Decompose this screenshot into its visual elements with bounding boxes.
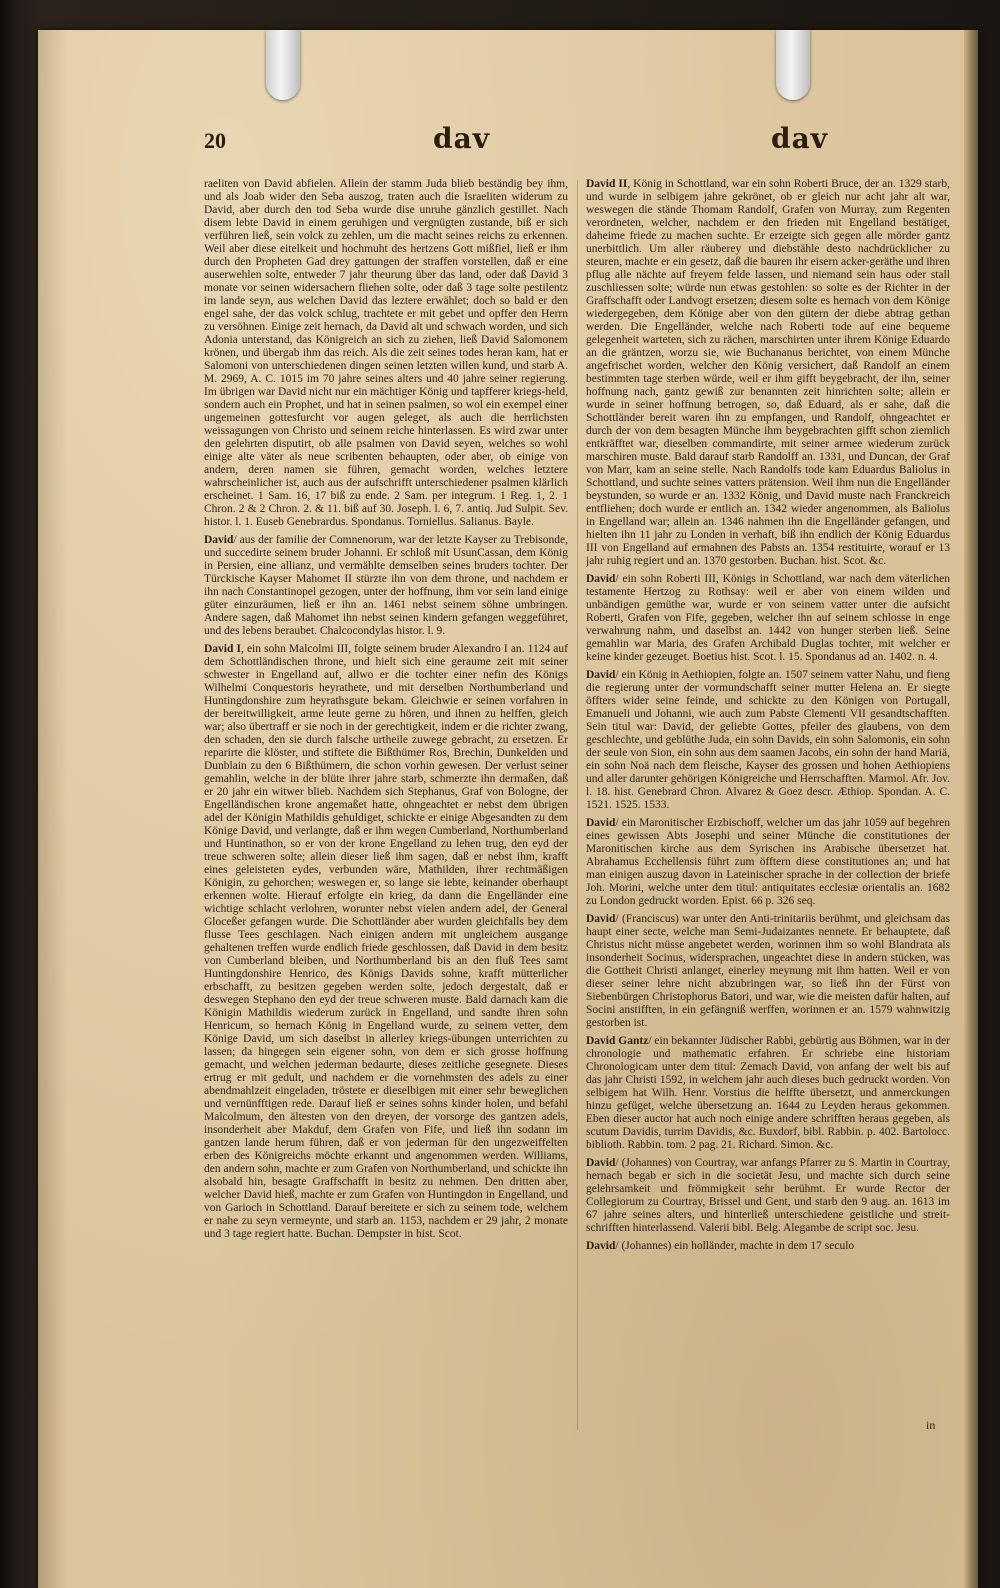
dictionary-entry (586, 1035, 950, 1152)
entry-text: / aus der familie der Comnenorum, war der letzte Kayser zu Trebisonde, und succedirte seinem bruder Johanni. Er schloß mit UsunCassan, dem König in Persien, eine allianz, und vermählte demselben seines bruders tochter. Der Türckische Kayser Mahomet II stürzte ihn von dem throne, und nachdem er ihn nach Constantinopel gezogen, unter der hoffnung, ihm vor sein land einige güter einzuräumen, ließ er ihn an. 1461 nebst seinem söhne umbringen. Andere sagen, daß Mahomet ihn nebst seinen kindern gefangen weggeführet, und des lebens beraubet. Chalcocondylas histor. l. 9. (204, 534, 568, 637)
dictionary-entry (586, 1240, 950, 1253)
entry-lemma: David (204, 534, 234, 546)
dictionary-entry (586, 178, 950, 568)
entry-lemma: David Gantz (586, 1035, 649, 1047)
entry-lemma: David II (586, 178, 628, 190)
entry-text: / ein König in Aethiopien, folgte an. 1507 seinem vatter Nahu, und fieng die regierung unter der vormundschafft seiner mutter Helena an. Er siegte öffters wider seine feinde, und schickte zu den Königen von Portugall, Emanueli und Johanni, wie auch zum Pabste Clementi VII gesandtschafften. Sein titul war: David, der geliebte Gottes, pfeiler des glaubens, von dem geschlechte, und geblüthe Juda, ein sohn Davids, ein sohn Salomonis, ein sohn der seule von Sion, ein sohn aus dem saamen Jacobs, ein sohn der hand Mariä, ein sohn Noä nach dem fleische, Kayser des grossen und hohen Aethiopiens und aller darunter gehörigen Königreiche und Herrschafften. Marmol. Afr. Jov. l. 18. hist. Genebrard Chron. Alvarez & Goez descr. Æthiop. Spondan. A. C. 1521. 1525. 1533. (586, 669, 950, 811)
left-column (204, 178, 568, 1578)
entry-lemma: David (586, 1240, 616, 1252)
dictionary-entry (586, 913, 950, 1030)
entry-lemma: David (586, 817, 616, 829)
dictionary-entry (586, 669, 950, 812)
running-head-right: dav (771, 122, 828, 155)
entry-lemma: David I (204, 643, 241, 655)
entry-text: / ein bekannter Jüdischer Rabbi, gebürtig aus Böhmen, war in der chronologie und mathematic erfahren. Er schriebe eine historiam Chronologicam unter dem titul: Zemach David, von anfang der welt bis auf das jahr Christi 1592, in welchem jahr auch dieses buch gedruckt worden. Von selbigem hat Wilh. Henr. Vorstius die helffte übersetzt, und anmerckungen hinzu gefüget, welche übersetzung an. 1644 zu Leyden heraus gekommen. Eben dieser auctor hat auch noch einige andere schrifften heraus gegeben, als scutum Davidis, turrim Davidis, &c. Buxdorf, bibl. Rabbin. p. 402. Bartolocc. biblioth. Rabbin. tom. 2 pag. 21. Richard. Simon. &c. (586, 1035, 950, 1151)
entry-lemma: David (586, 669, 616, 681)
running-head-left: dav (433, 122, 490, 155)
right-column (586, 178, 950, 1578)
catchword: in (926, 1418, 936, 1432)
entry-text: raeliten von David abfielen. Allein der stamm Juda blieb beständig bey ihm, und als Joab wider den Seba auszog, traten auch die Israeliten widerum zu David, aber durch den tod Seba wurde dise unruhe gänzlich gestillet. Nach disem lebte David in einem geruhigen und vergnügten zustande, biß er sich verführen ließ, sein volck zu zehlen, um die macht seines reichs zu erkennen. Weil aber diese eitelkeit und hochmuht des hertzens Gott mißfiel, ließ er ihm durch den Propheten Gad drey gattungen der straffen vorstellen, daß er eine auserwehlen solte, entweder 7 jahr theurung über das land, oder daß David 3 monate vor seinen widersachern fliehen solte, oder daß 3 tage solte pestilentz im lande seyn, aus welchen David das leztere erwählet; doch so bald er den engel sahe, der das volck schlug, trachtete er mit gebet und opffer den Herrn zu versöhnen. Einige zeit hernach, da David alt und schwach worden, und sich Adonia unterstand, das Königreich an sich zu ziehen, ließ David Salomonem krönen, und übergab ihm das reich. Als die zeit seines todes heran kam, hat er Salomoni von unterschiedenen dingen seinen letzten willen kund, und starb A. M. 2969, A. C. 1015 im 70 jahre seines alters und 40 jahre seiner regierung. Im übrigen war David nicht nur ein mächtiger König und tapfferer kriegs-held, sondern auch ein Prophet, und hat in seinen psalmen, so wol ein exempel einer ungemeinen gottesfurcht vor augen geleget, als auch die herrlichsten weissagungen von Christo und seinem reiche hinterlassen. Es wird zwar unter den gelehrten disputirt, ob alle psalmen von David seyen, welches so wohl einige alte väter als neue scribenten behaupten, oder aber, ob einige von andern, deren namen sie führen, gemacht worden, welches letztere wahrscheinlicher ist, auch aus der aufschrifft unterschiedener psalmen klärlich erscheinet. 1 Sam. 16, 17 biß zu ende. 2 Sam. per integrum. 1 Reg. 1, 2. 1 Chron. 2 & 2 Chron. 2. & 11. biß auf 30. Joseph. l. 6, 7. antiq. Jud Sulpit. Sev. histor. l. 1. Euseb Genebrardus. Spondanus. Torniellus. Salianus. Bayle. (204, 178, 568, 528)
page-header (38, 122, 978, 166)
dictionary-entry (586, 1157, 950, 1235)
page-clip-right (776, 30, 810, 100)
dictionary-entry (586, 573, 950, 664)
page-clip-left (266, 30, 300, 100)
entry-lemma: David (586, 573, 616, 585)
entry-text: / (Johannes) ein holländer, machte in dem 17 seculo (615, 1240, 855, 1252)
dictionary-entry (204, 534, 568, 638)
entry-text: , ein sohn Malcolmi III, folgte seinem bruder Alexandro I an. 1124 auf dem Schottländischen throne, und hielt sich eine geraume zeit mit seiner schwester in Engelland auf, allwo er die tochter einer nefin des Königs Wilhelmi Conquestoris heyrathete, und mit derselben Northumberland und Huntingdonshire zum heyrathsgute bekam. Gleichwie er seinen vorfahren in der bereitwilligkeit, arme leute gerne zu hören, und ihnen zu helffen, gleich war; also übertraff er sie noch in der gerechtigkeit, indem er die richter zwang, den schaden, den sie durch falsche urtheile zuwege gebracht, zu ersetzen. Er reparirte die klöster, und stiftete die Bißthümer Ros, Brechin, Dunkelden und Dunblain zu den 6 Bißthümern, die schon vorhin gewesen. Der verlust seiner gemahlin, welche in der blüte ihrer jahre starb, schmerzte ihn dermaßen, daß er 20 jahr ein witwer blieb. Nachdem sich Stephanus, Graf von Bologne, der Engelländischen krone angemaßet hatte, ohngeachtet er nebst dem übrigen adel der Königin Mathildis gehuldiget, schickte er einige Abgesandten zu dem Könige David, und verlangte, daß er ihm wegen Cumberland, Northumberland und Huntinathon, so er von der krone Engelland zu lehen trug, den eyd der treue schweren solte; allein dieser ließ ihm sagen, daß er nebst ihm, krafft eines geleisteten eydes, verbunden wäre, Mathilden, ihrer rechtmäßigen Königin, zu gehorchen; weswegen er, so lange sie lebte, keinander oberhaupt erkennen wolte. Hierauf erfolgte ein krieg, da dann die Engelländer eine wichtige schlacht verlohren, worunter nebst vielen andern adel, der General Gloceßer gefangen wurde. Die Schottländer aber wurden gleichfalls bey dem flusse Tees geschlagen. Nach einigen andern mit ungleichem ausgange gehaltenen treffen wurde endlich friede geschlossen, daß David in dem besitz von Cumberland bleiben, und Northumberland bis an den fluß Tees samt Huntingdonshire Henrico, des Königs Davids sohne, krafft mütterlicher erbschafft, zu besitzen gegeben werden solte, jedoch dergestalt, daß er deswegen Stephano den eyd der treue schweren muste. Bald darnach kam die Königin Mathildis wiederum zurück in Engelland, und sandte ihren sohn Henricum, so hernach König in Engelland wurde, zu seinem vetter, dem Könige David, um sich daselbst in allerley kriegs-übungen unterrichten zu lassen; da hingegen sein eigener sohn, von dem er sich grosse hoffnung gemacht, und welchen jederman bedaurte, dieses zeitliche gesegnete. Dieses ertrug er mit gedult, und nachdem er die vornehmsten des adels zu einer abendmahlzeit eingeladen, tröstete er dieselbigen mit einer sehr beweglichen und vernünfftigen rede. Darauf ließ er seines sohns kinder holen, und befahl Malcolmum, den ältesten von den dreyen, der vorsorge des gantzen adels, insonderheit aber Makduf, dem Grafen von Fife, und ließ ihn sodann im gantzen lande herum führen, daß er von jederman für den ungezweiffelten erben des Königreichs möchte erkannt und angenommen werden. Williams, den andern sohn, machte er zum Grafen von Northumberland, und schickte ihn alsobald hin, besagte Graffschafft in besitz zu nehmen. Den dritten aber, welcher David hieß, machte er zum Grafen von Huntingdon in Engelland, und von Garioch in Schottland. Darauf bereitete er sich zu seinem tode, welchem er nahe zu seyn vermeynte, und starb an. 1153, nachdem er 29 jahr, 2 monate und 3 tage regiert hatte. Buchan. Dempster in hist. Scot. (204, 643, 568, 1240)
page-edge (964, 30, 978, 1588)
page-number: 20 (204, 128, 226, 153)
dictionary-entry (586, 817, 950, 908)
entry-text: / ein sohn Roberti III, Königs in Schottland, war nach dem väterlichen testamente Hertzog zu Rothsay: weil er aber von einem wilden und unbändigen gemüthe war, wurde er von seinem vatter unter die aufsicht Roberti, Grafen von Fife, gegeben, welcher ihn auf seinem schlosse in enge verwahrung nahm, und daselbst an. 1442 von hunger sterben ließ. Seine gemahlin war Maria, des Grafen Archibald Duglas tochter, mit welcher er keine kinder gezeuget. Boetius hist. Scot. l. 15. Spondanus ad an. 1402. n. 4. (586, 573, 950, 663)
dictionary-entry (204, 178, 568, 529)
entry-lemma: David (586, 913, 616, 925)
entry-lemma: David (586, 1157, 616, 1169)
entry-text: / (Franciscus) war unter den Anti-trinitariis berühmt, und gleichsam das haupt einer secte, welche man Semi-Judaizantes nennete. Er behauptete, daß Christus nicht müsse angebetet werden, worinnen ihm so wohl Blandrata als insonderheit Socinus, widersprachen, ungeachtet diese in andern stücken, was die Gottheit Christi anlanget, einerley meynung mit ihm hatten. Weil er von dieser seiner lehre nicht abzubringen war, so ließ ihn der Fürst von Siebenbürgen Christophorus Batori, und war, wie die meisten dafür halten, auf Socini anstifften, in ein gefängniß werffen, worinnen er an. 1579 wahnwitzig gestorben ist. (586, 913, 950, 1029)
entry-text: / ein Maronitischer Erzbischoff, welcher um das jahr 1059 auf begehren eines gewissen Abts Josephi und seiner Münche die constitutiones der Maronitischen kirche aus dem Syrischen ins Arabische übersetzet hat. Abrahamus Ecchellensis führt zum öfftern diese constitutiones an; und hat man einigen auszug davon in Lateinischer sprache in der collection der briefe Joh. Morini, welche unter dem titul: antiquitates ecclesiæ orientalis an. 1682 zu London gedruckt worden. Epist. 66 p. 326 seq. (586, 817, 950, 907)
entry-text: , König in Schottland, war ein sohn Roberti Bruce, der an. 1329 starb, und wurde in selbigem jahre gekrönet, ob er gleich nur acht jahr alt war, weswegen die stände Thomam Randolf, Grafen von Murray, zum Regenten verordneten, welcher, nachdem er den frieden mit Engelland bestätiget, daheime friede zu machen suchte. Er erzeigte sich gegen alle mörder gantz unerbittlich. Um aller räuberey und diebstähle desto nachdrücklicher zu steuren, machte er ein gesetz, daß die bauren ihr eisern acker-geräthe und ihren pflug alle nächte auf freyem felde lassen, und niemand sein haus oder stall zuschliessen solte; würde nun etwas gestohlen: so solte es der Richter in der Graffschafft oder Landvogt ersetzen; diesem solte es hernach von dem Könige wiedergegeben, dem Könige aber von den gütern der diebe abtrag gethan werden. Die Engelländer, welche nach Roberti tode auf eine bequeme gelegenheit warteten, sich zu rächen, marschirten unter ihrem Könige Eduardo an die gräntzen, worzu sie, wie Buchananus berichtet, von einem Münche angefrischet worden, welcher den König versichert, daß Randolf an einem bestimmten tage sterben würde, weil er ihm gifft beygebracht, der ihn, seiner hoffnung nach, gantz gewiß zur benannten zeit hinrichten solte; allein er wurde in seiner hoffnung betrogen, so, daß Eduard, als er sahe, daß die Schottländer bereit waren ihn zu empfangen, und Randolf, ohngeachtet er durch der von dem besagten Münche ihm beygebrachten gifft schon ziemlich entkräfftet war, dieselben commandirte, mit seiner armee wiederum zurück marschiren muste. Bald darauf starb Randolff an. 1331, und Duncan, der Graf von Marr, kam an seine stelle. Nach Randolfs tode kam Eduardus Baliolus in Schottland, und suchte seines vatters prätension. Weil ihm nun die Engelländer beystunden, so wurde er an. 1332 König, und David muste nach Franckreich entfliehen; doch wurde er entlich an. 1342 wieder angenommen, als Baliolus in Engelland war; allein an. 1346 nahmen ihn die Engelländer gefangen, und hielten ihn 11 jahr zu Londen in verhaft, biß ihn endlich der König Eduardus III von Engelland auf ermahnen des Pabsts an. 1354 restituirte, worauf er 13 jahr ruhig regiert und an. 1370 gestorben. Buchan. hist. Scot. &c. (586, 178, 950, 567)
dictionary-entry (204, 643, 568, 1241)
column-divider (577, 180, 578, 1430)
book-page (38, 30, 978, 1588)
entry-text: / (Johannes) von Courtray, war anfangs Pfarrer zu S. Martin in Courtray, hernach begab er sich in die societät Jesu, und machte sich durch seine gelehrsamkeit und frömmigkeit sehr berühmt. Er wurde Rector der Collegiorum zu Courtray, Brissel und Gent, und starb den 9 aug. an. 1613 im 67 jahre seines alters, und hinterließ unterschiedene geistliche und streit-schrifften hinterlassend. Valerii bibl. Belg. Alegambe de script soc. Jesu. (586, 1157, 950, 1234)
